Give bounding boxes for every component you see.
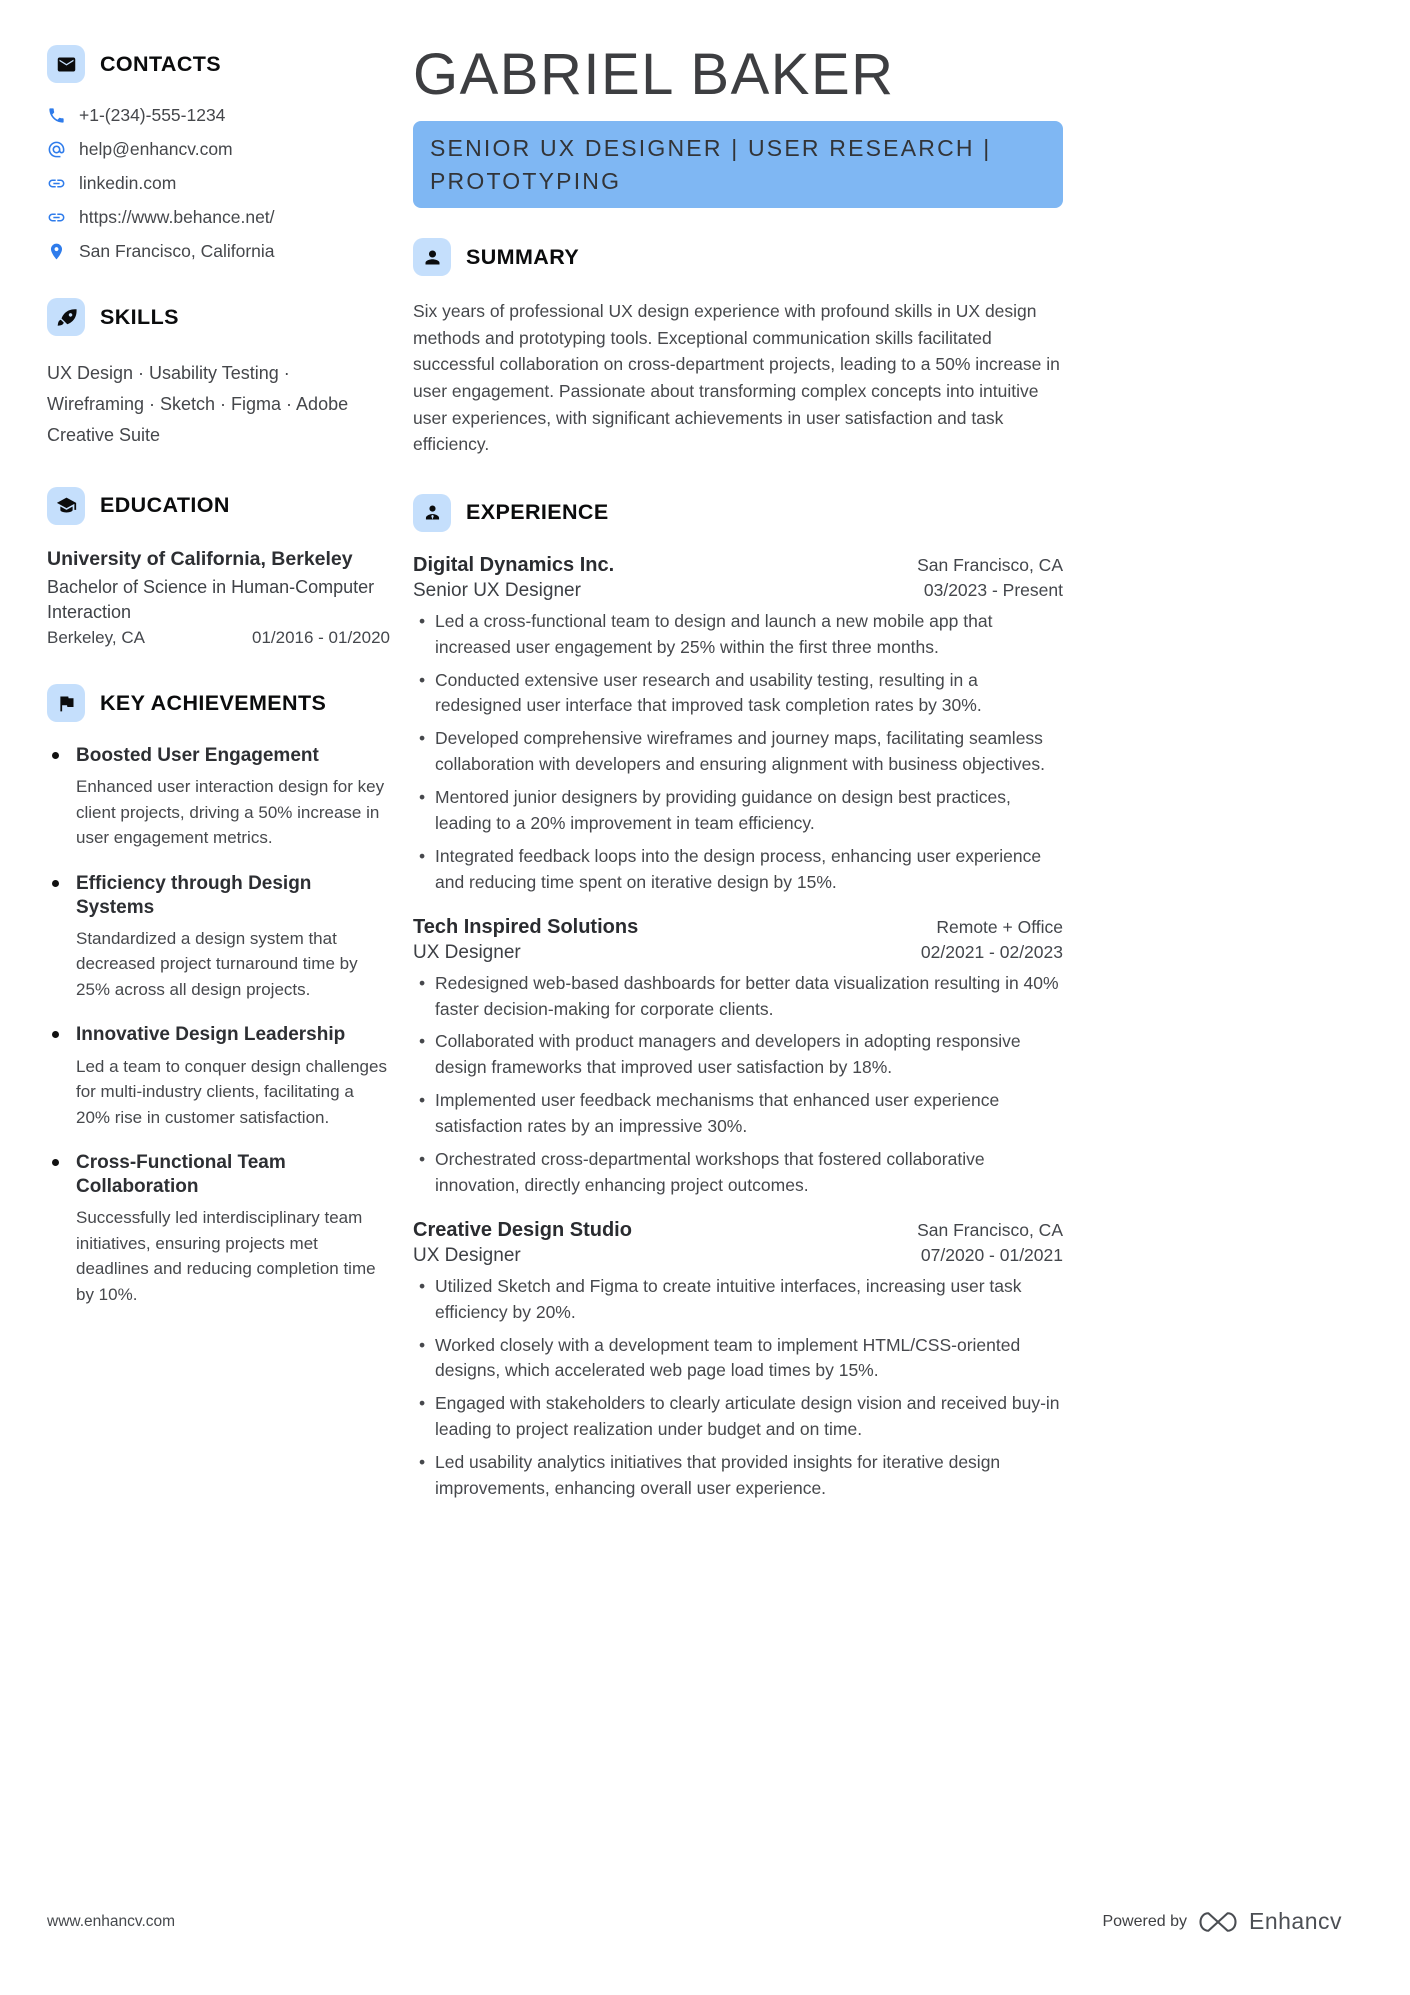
summary-heading: SUMMARY xyxy=(466,244,580,269)
job-entry xyxy=(413,1219,1063,1502)
experience-section xyxy=(413,494,1063,1502)
achievement-description: Standardized a design system that decreased project turnaround time by 25% across all design projects. xyxy=(76,928,358,999)
job-bullet: • Mentored junior designers by providing guidance on design best practices, leading to a 20% improvement in team efficiency. xyxy=(413,785,1063,837)
achievements-heading: KEY ACHIEVEMENTS xyxy=(100,690,327,715)
location-text: San Francisco, California xyxy=(79,241,275,261)
page-footer xyxy=(47,1908,1342,1935)
job-dates: 02/2021 - 02/2023 xyxy=(920,941,1063,962)
email-address: help@enhancv.com xyxy=(79,139,233,159)
envelope-icon xyxy=(47,45,85,83)
powered-by-enhancv[interactable] xyxy=(1102,1908,1342,1935)
achievement-item xyxy=(47,744,390,851)
job-bullet-list xyxy=(413,609,1063,896)
enhancv-infinity-logo-icon xyxy=(1197,1909,1239,1935)
job-bullet: • Led a cross-functional team to design and launch a new mobile app that increased user engagement by 25% within the first three months. xyxy=(413,609,1063,661)
job-bullet: • Redesigned web-based dashboards for better data visualization resulting in 40% faster decision-making for corporate clients. xyxy=(413,971,1063,1023)
phone-number: +1-(234)-555-1234 xyxy=(79,105,226,125)
job-bullet: • Developed comprehensive wireframes and journey maps, facilitating seamless collaboration with developers and ensuring alignment with business objectives. xyxy=(413,726,1063,778)
link-icon xyxy=(47,208,66,227)
job-role: Senior UX Designer xyxy=(413,579,581,601)
job-bullet: • Implemented user feedback mechanisms that enhanced user experience satisfaction rates by an impressive 30%. xyxy=(413,1088,1063,1140)
powered-by-label: Powered by xyxy=(1102,1912,1187,1930)
achievement-description: Enhanced user interaction design for key client projects, driving a 50% increase in user engagement metrics. xyxy=(76,777,385,848)
summary-section xyxy=(413,238,1063,458)
education-heading: EDUCATION xyxy=(100,493,230,518)
summary-text: Six years of professional UX design experience with profound skills in UX design methods and prototyping tools. Exceptional communication skills facilitated successful collaboration on cross-department projects, leading to a 50% increase in user engagement. Passionate about transforming complex concepts into intuitive user experiences, with significant achievements in user satisfaction and task efficiency. xyxy=(413,301,1060,455)
footer-website-link[interactable]: www.enhancv.com xyxy=(47,1912,176,1930)
job-bullet: • Integrated feedback loops into the design process, enhancing user experience and reducing time spent on iterative design by 15%. xyxy=(413,844,1063,896)
job-dates: 03/2023 - Present xyxy=(923,579,1063,600)
contacts-section xyxy=(47,45,390,262)
achievement-description: Successfully led interdisciplinary team initiatives, ensuring projects met deadlines and reducing completion time by 10%. xyxy=(76,1208,376,1304)
skills-list: UX Design · Usability Testing · Wireframing · Sketch · Figma · Adobe Creative Suite xyxy=(47,363,349,445)
sidebar xyxy=(47,45,390,1538)
skills-section xyxy=(47,298,390,451)
location-pin-icon xyxy=(47,242,66,261)
graduation-cap-icon xyxy=(47,487,85,525)
link-icon xyxy=(47,174,66,193)
behance-url: https://www.behance.net/ xyxy=(79,207,275,227)
skills-heading: SKILLS xyxy=(100,304,179,329)
linkedin-url: linkedin.com xyxy=(79,173,177,193)
achievement-item xyxy=(47,1151,390,1307)
job-bullet: • Engaged with stakeholders to clearly articulate design vision and received buy-in leading to project realization under budget and on time. xyxy=(413,1391,1063,1443)
achievements-section xyxy=(47,684,390,1307)
achievement-description: Led a team to conquer design challenges for multi-industry clients, facilitating a 20% rise in customer satisfaction. xyxy=(76,1056,387,1127)
job-title-banner: SENIOR UX DESIGNER | USER RESEARCH | PROTOTYPING xyxy=(413,121,1063,208)
contact-linkedin[interactable] xyxy=(47,173,390,194)
contact-behance[interactable] xyxy=(47,207,390,228)
achievement-title: Cross-Functional Team Collaboration xyxy=(76,1152,286,1198)
job-bullet: • Orchestrated cross-departmental workshops that fostered collaborative innovation, directly enhancing project outcomes. xyxy=(413,1147,1063,1199)
job-location: San Francisco, CA xyxy=(917,1219,1063,1240)
achievement-title: Innovative Design Leadership xyxy=(76,1024,346,1046)
job-bullet: • Utilized Sketch and Figma to create intuitive interfaces, increasing user task efficiency by 20%. xyxy=(413,1274,1063,1326)
main-column xyxy=(413,42,1063,1538)
education-dates: 01/2016 - 01/2020 xyxy=(251,628,390,648)
job-company: Tech Inspired Solutions xyxy=(413,915,639,938)
achievement-title: Boosted User Engagement xyxy=(76,745,319,767)
job-dates: 07/2020 - 01/2021 xyxy=(920,1244,1063,1265)
job-location: San Francisco, CA xyxy=(917,554,1063,575)
experience-heading: EXPERIENCE xyxy=(466,500,609,525)
job-bullet: • Led usability analytics initiatives that provided insights for iterative design improvements, enhancing overall user experience. xyxy=(413,1450,1063,1502)
rocket-icon xyxy=(47,298,85,336)
job-location: Remote + Office xyxy=(936,916,1063,937)
job-role: UX Designer xyxy=(413,1244,521,1266)
job-company: Digital Dynamics Inc. xyxy=(413,553,615,576)
business-person-icon xyxy=(413,494,451,532)
contact-email[interactable] xyxy=(47,139,390,160)
job-bullet-list xyxy=(413,971,1063,1199)
at-icon xyxy=(47,140,66,159)
bullet-dot xyxy=(52,1031,59,1038)
job-role: UX Designer xyxy=(413,941,521,963)
job-bullet-list xyxy=(413,1274,1063,1502)
job-bullet: • Collaborated with product managers and developers in adopting responsive design frameworks that improved user satisfaction by 18%. xyxy=(413,1029,1063,1081)
education-section xyxy=(47,487,390,648)
job-entry xyxy=(413,554,1063,896)
job-bullet: • Conducted extensive user research and usability testing, resulting in a redesigned user interface that improved task completion rates by 30%. xyxy=(413,668,1063,720)
bullet-dot xyxy=(52,1159,59,1166)
achievement-title: Efficiency through Design Systems xyxy=(76,872,312,918)
job-bullet: • Worked closely with a development team to implement HTML/CSS-oriented designs, which accelerated web page load times by 15%. xyxy=(413,1333,1063,1385)
bullet-dot xyxy=(52,880,59,887)
contact-phone xyxy=(47,105,390,126)
education-location: Berkeley, CA xyxy=(47,628,145,648)
bullet-dot xyxy=(52,752,59,759)
achievement-item xyxy=(47,872,390,1003)
phone-icon xyxy=(47,106,66,125)
contacts-heading: CONTACTS xyxy=(100,51,222,76)
flag-icon xyxy=(47,684,85,722)
education-school: University of California, Berkeley xyxy=(47,547,353,570)
person-icon xyxy=(413,238,451,276)
education-degree: Bachelor of Science in Human-Computer Interaction xyxy=(47,577,375,622)
job-entry xyxy=(413,916,1063,1199)
contact-location xyxy=(47,241,390,262)
achievement-item xyxy=(47,1023,390,1130)
enhancv-wordmark: Enhancv xyxy=(1248,1908,1342,1934)
candidate-name: GABRIEL BAKER xyxy=(413,42,895,107)
job-company: Creative Design Studio xyxy=(413,1218,632,1241)
